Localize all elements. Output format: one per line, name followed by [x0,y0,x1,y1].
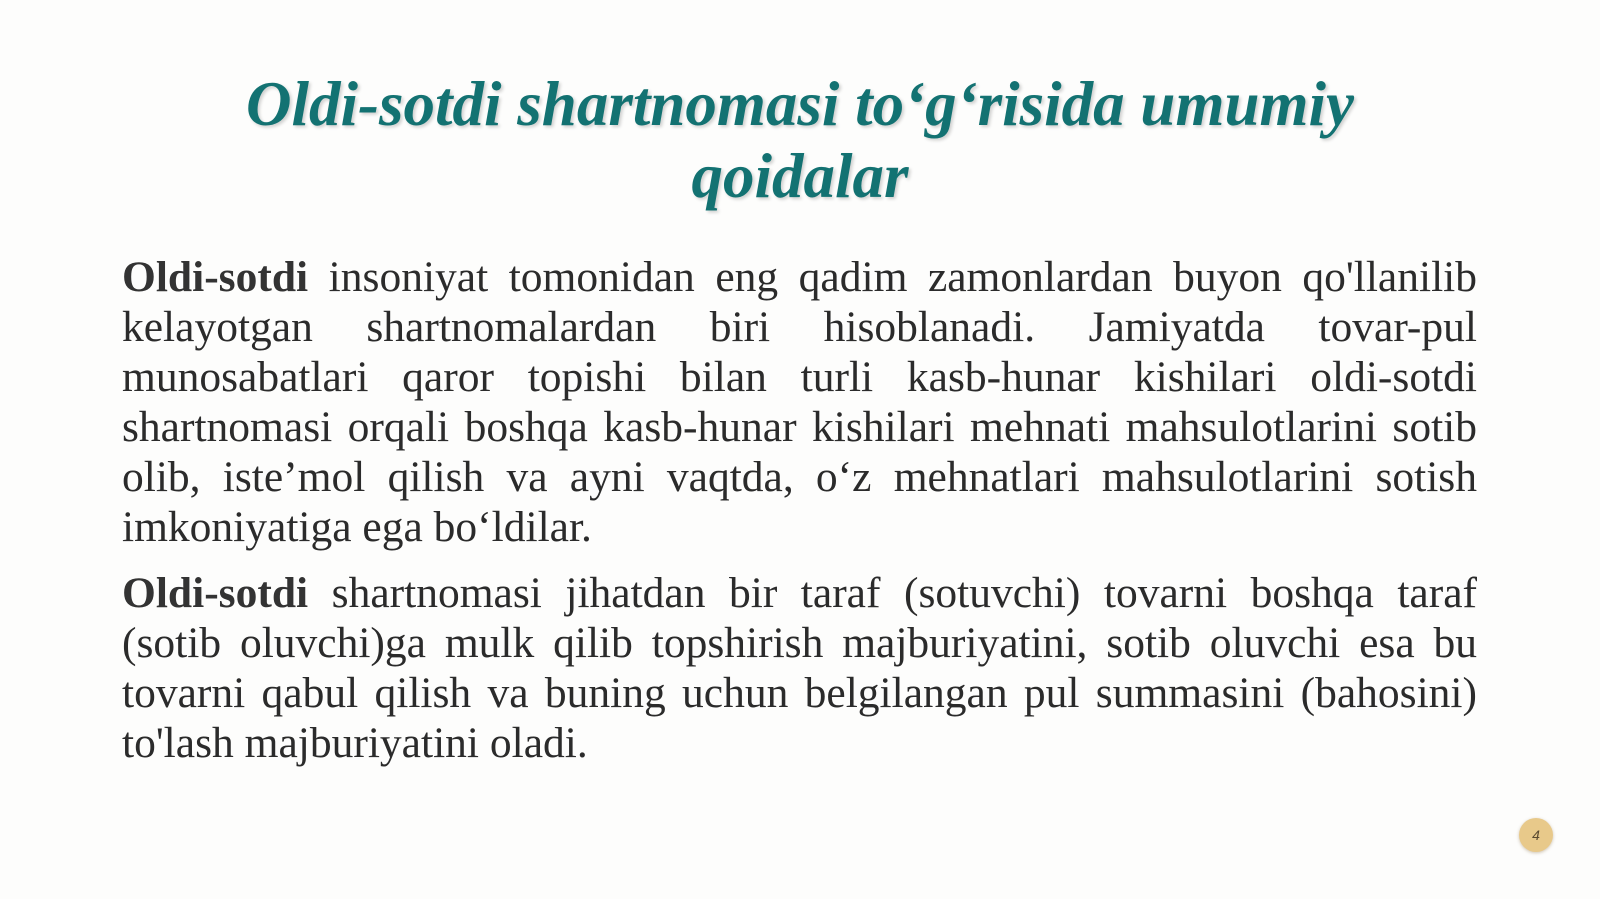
slide-title: Oldi-sotdi shartnomasi to‘g‘risida umumiy qoidalar [246,69,1354,211]
slide-body [122,252,1477,784]
paragraph-1-lead: Oldi-sotdi [122,253,309,301]
paragraph-2-lead: Oldi-sotdi [122,569,309,617]
paragraph-1 [122,252,1477,552]
paragraph-2-text: shartnomasi jihatdan bir taraf (sotuvchi) tovarni boshqa taraf (sotib oluvchi)ga mulk qilib topshirish majburiyatini, sotib oluvchi esa bu tovarni qabul qilish va buning uchun belgilangan pul summasini (bahosini) to'lash majburiyatini oladi. [122,569,1477,767]
paragraph-2 [122,568,1477,768]
paragraph-1-text: insoniyat tomonidan eng qadim zamonlardan buyon qo'llanilib kelayotgan shartnomalardan biri hisoblanadi. Jamiyatda tovar-pul munosabatlari qaror topishi bilan turli kasb-hunar kishilari oldi-sotdi shartnomasi orqali boshqa kasb-hunar kishilari mehnati mahsulotlarini sotib olib, iste’mol qilish va ayni vaqtda, o‘z mehnatlari mahsulotlarini sotish imkoniyatiga ega bo‘ldilar. [122,253,1477,551]
page-number-badge: 4 [1519,818,1553,852]
